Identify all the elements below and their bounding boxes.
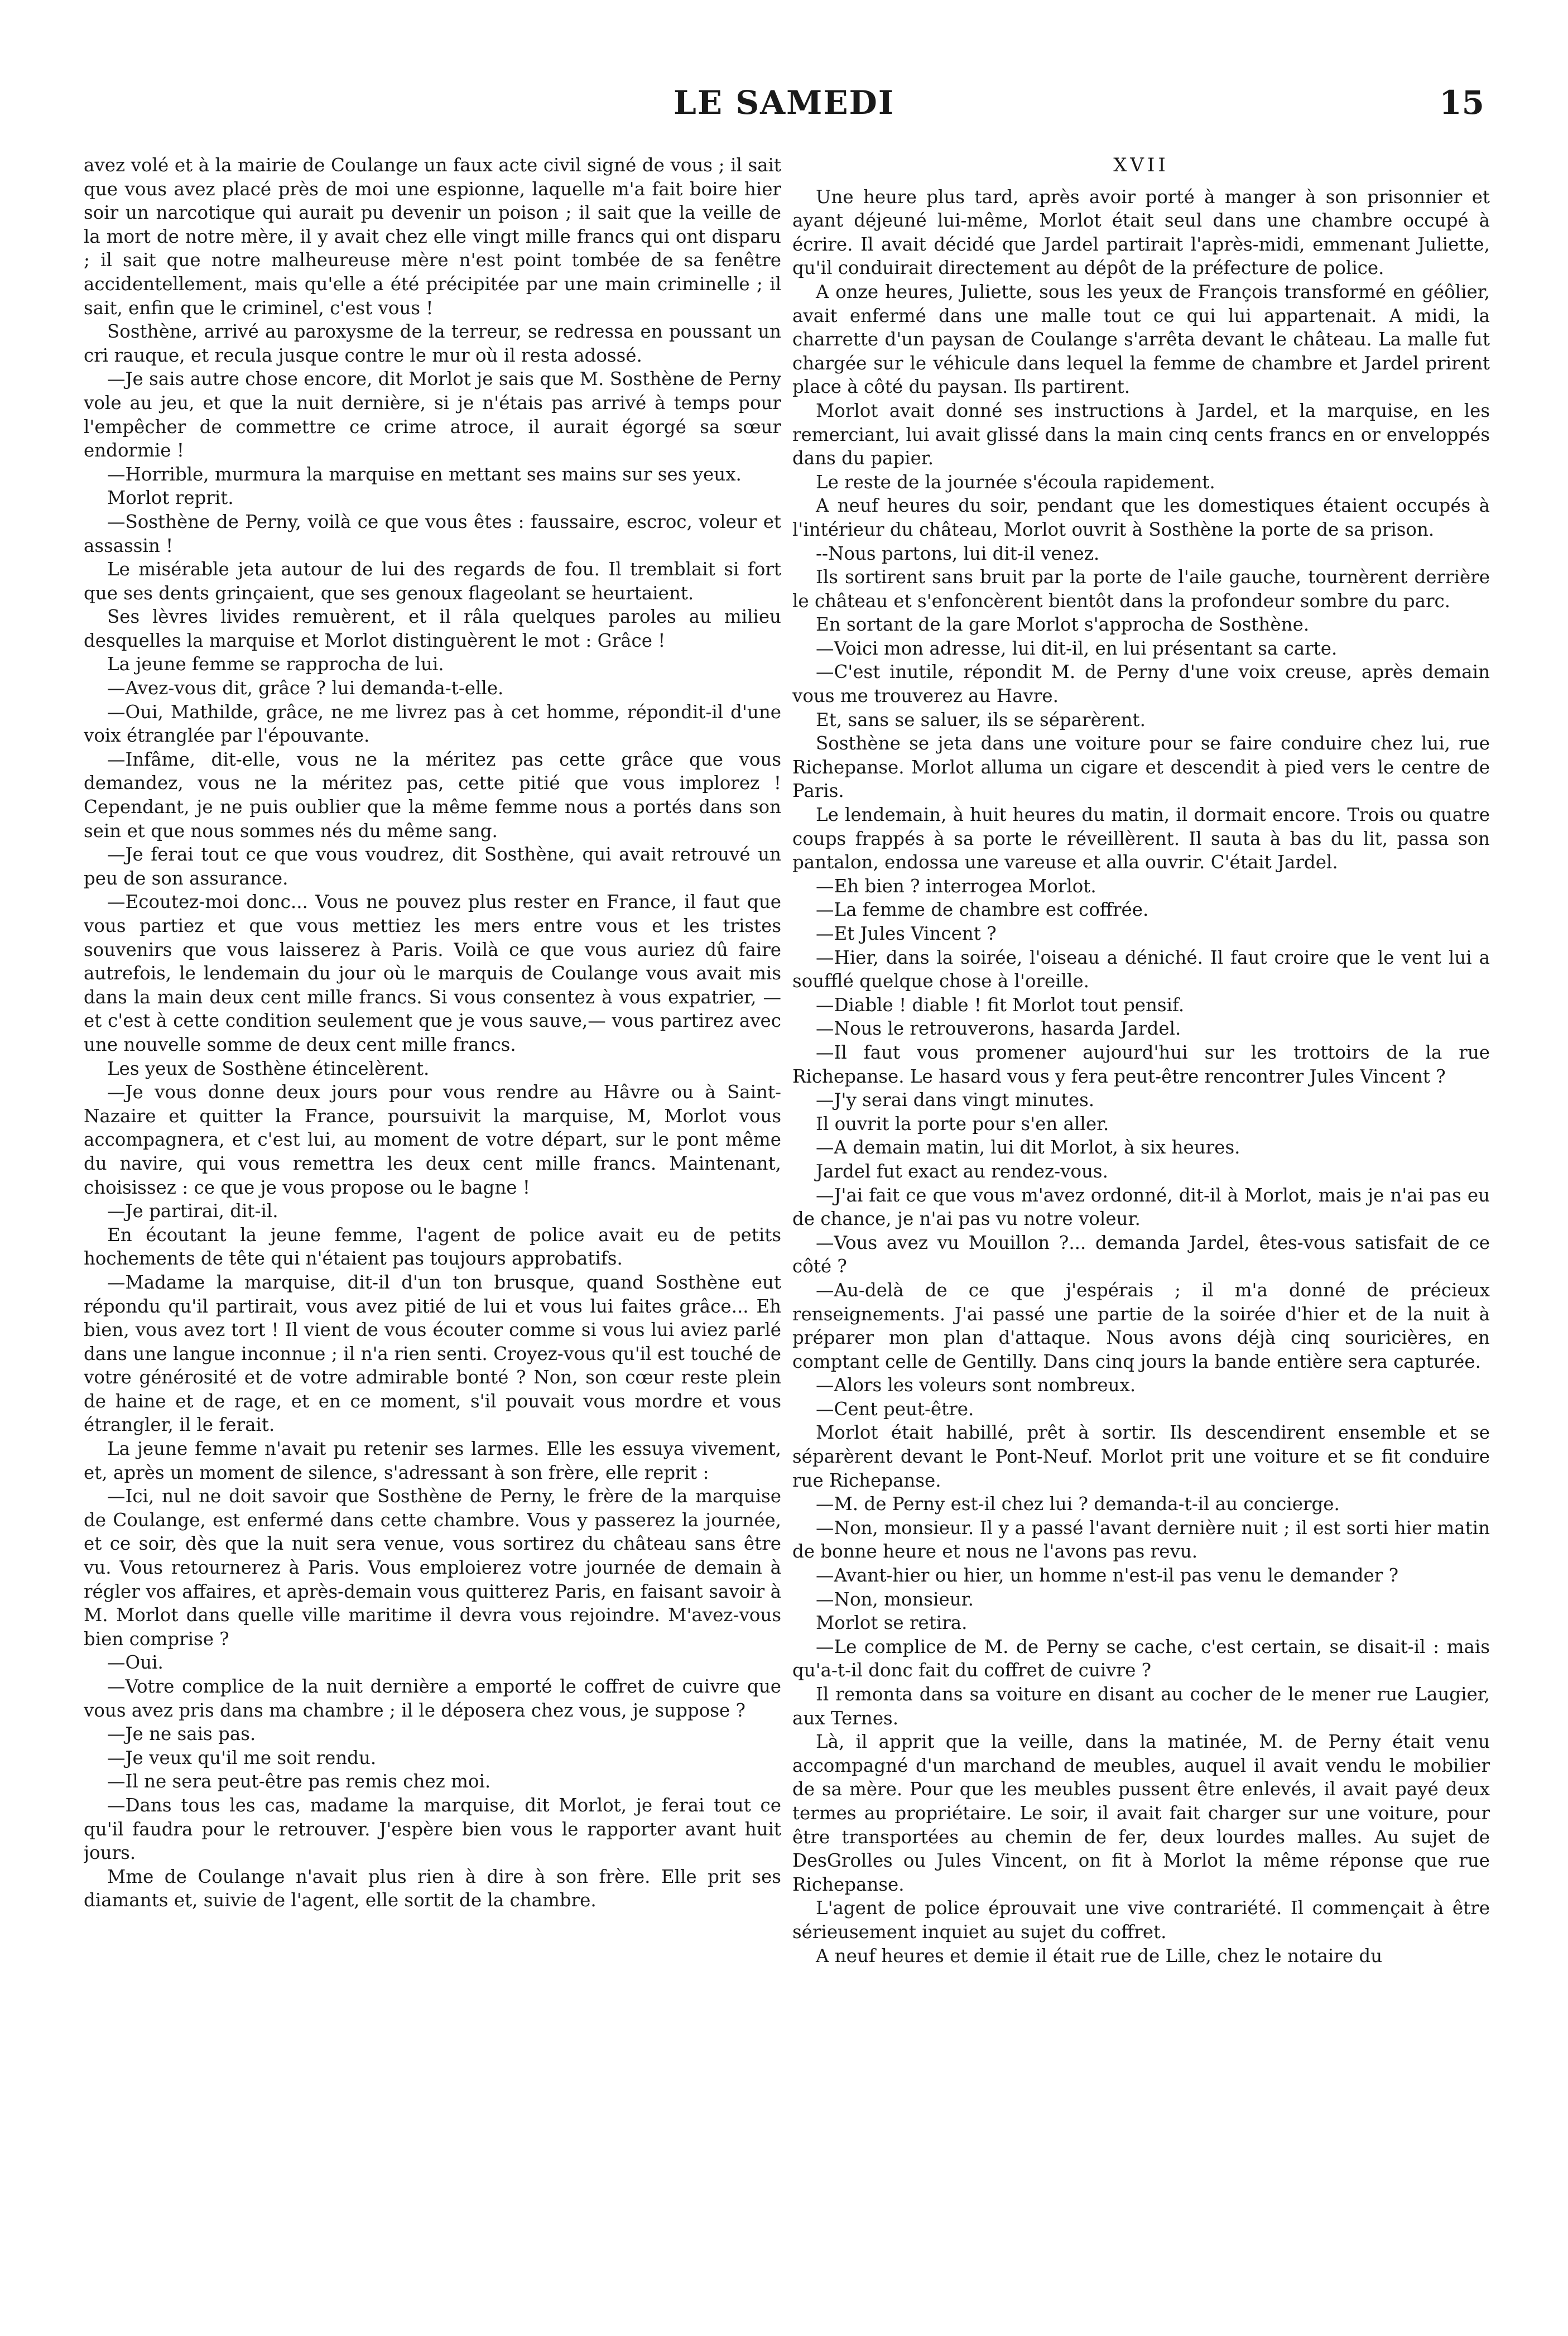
paragraph: —Infâme, dit-elle, vous ne la méritez pas cette grâce que vous demandez, vous ne la méritez pas, cette pitié que vous implorez ! Cependant, je ne puis oublier que la même femme nous a portés dans son sein et que nous sommes nés du même sang. [84, 748, 781, 842]
paragraph: —Nous le retrouverons, hasarda Jardel. [816, 1018, 1181, 1040]
paragraph: —Vous avez vu Mouillon ?... demanda Jardel, êtes-vous satisfait de ce côté ? [792, 1232, 1490, 1277]
left-column [84, 153, 781, 2263]
paragraph: —J'y serai dans vingt minutes. [816, 1089, 1095, 1111]
paragraph: —Eh bien ? interrogea Morlot. [816, 875, 1096, 897]
paragraph: —Diable ! diable ! fit Morlot tout pensif. [816, 994, 1185, 1016]
newspaper-title: LE SAMEDI [674, 84, 894, 122]
paragraph: Le lendemain, à huit heures du matin, il dormait encore. Trois ou quatre coups frappés à sa porte le réveillèrent. Il sauta à bas du lit, passa son pantalon, endossa une vareuse et alla ouvrir. C'était Jardel. [792, 804, 1490, 873]
paragraph: —Ici, nul ne doit savoir que Sosthène de Perny, le frère de la marquise de Coulange, est enfermé dans cette chambre. Vous y passerez la journée, et ce soir, dès que la nuit sera venue, vous sortirez du château sans être vu. Vous retournerez à Paris. Vous emploierez votre journée de demain à régler vos affaires, et après-demain vous quitterez Paris, en faisant savoir à M. Morlot dans quelle ville maritime il devra vous rejoindre. M'avez-vous bien comprise ? [84, 1486, 781, 1650]
page-header [84, 84, 1484, 128]
paragraph: —Hier, dans la soirée, l'oiseau a déniché. Il faut croire que le vent lui a soufflé quelque chose à l'oreille. [792, 946, 1490, 992]
paragraph: —Oui, Mathilde, grâce, ne me livrez pas à cet homme, répondit-il d'une voix étranglée par l'épouvante. [84, 701, 781, 747]
paragraph: —Dans tous les cas, madame la marquise, dit Morlot, je ferai tout ce qu'il faudra pour le retrouver. J'espère bien vous le rapporter avant huit jours. [84, 1794, 781, 1864]
chapter-heading: XVII [1113, 154, 1169, 176]
paragraph: avez volé et à la mairie de Coulange un faux acte civil signé de vous ; il sait que vous avez placé près de moi une espionne, laquelle m'a fait boire hier soir un narcotique qui aurait pu devenir un poison ; il sait que la veille de la mort de notre mère, il y avait chez elle vingt mille francs qui ont disparu ; il sait que notre malheureuse mère n'est point tombée de sa fenêtre accidentellement, mais qu'elle a été précipitée par une main criminelle ; il sait, enfin que le criminel, c'est vous ! [84, 155, 781, 319]
paragraph: —Je ferai tout ce que vous voudrez, dit Sosthène, qui avait retrouvé un peu de son assurance. [84, 844, 781, 889]
paragraph: Et, sans se saluer, ils se séparèrent. [816, 709, 1146, 730]
paragraph: Morlot était habillé, prêt à sortir. Ils descendirent ensemble et se séparèrent devant le Pont-Neuf. Morlot prit une voiture et se fit conduire rue Richepanse. [792, 1422, 1490, 1491]
paragraph: —La femme de chambre est coffrée. [816, 899, 1149, 921]
paragraph: —Horrible, murmura la marquise en mettant ses mains sur ses yeux. [107, 463, 742, 485]
paragraph: —J'ai fait ce que vous m'avez ordonné, dit-il à Morlot, mais je n'ai pas eu de chance, je n'ai pas vu notre voleur. [792, 1184, 1490, 1230]
paragraph: —Le complice de M. de Perny se cache, c'est certain, se disait-il : mais qu'a-t-il donc fait du coffret de cuivre ? [792, 1636, 1490, 1681]
paragraph: —A demain matin, lui dit Morlot, à six heures. [816, 1137, 1240, 1159]
paragraph: —Ecoutez-moi donc... Vous ne pouvez plus rester en France, il faut que vous partiez et que vous mettiez les mers entre vous et les tristes souvenirs que vous laisserez à Paris. Voilà ce que vous auriez dû faire autrefois, le lendemain du jour où le marquis de Coulange vous avait mis dans la main deux cent mille francs. Si vous consentez à vous expatrier, — et c'est à cette condition seulement que je vous sauve,— vous partirez avec une nouvelle somme de deux cent mille francs. [84, 891, 781, 1055]
paragraph: A neuf heures du soir, pendant que les domestiques étaient occupés à l'intérieur du château, Morlot ouvrit à Sosthène la porte de sa prison. [792, 495, 1490, 540]
paragraph: —Oui. [107, 1652, 163, 1674]
paragraph: Sosthène, arrivé au paroxysme de la terreur, se redressa en poussant un cri rauque, et recula jusque contre le mur où il resta adossé. [84, 321, 781, 366]
paragraph: Ils sortirent sans bruit par la porte de l'aile gauche, tournèrent derrière le château et s'enfoncèrent bientôt dans la profondeur sombre du parc. [792, 566, 1490, 612]
paragraph: —Non, monsieur. Il y a passé l'avant dernière nuit ; il est sorti hier matin de bonne heure et nous ne l'avons pas revu. [792, 1517, 1490, 1563]
paragraph: Sosthène se jeta dans une voiture pour se faire conduire chez lui, rue Richepanse. Morlot alluma un cigare et descendit à pied vers le centre de Paris. [792, 733, 1490, 802]
paragraph: Les yeux de Sosthène étincelèrent. [107, 1058, 430, 1079]
paragraph: —C'est inutile, répondit M. de Perny d'une voix creuse, après demain vous me trouverez au Havre. [792, 661, 1490, 707]
paragraph: —Je sais autre chose encore, dit Morlot je sais que M. Sosthène de Perny vole au jeu, et que la nuit dernière, si je n'étais pas arrivé à temps pour l'empêcher de commettre ce crime atroce, il aurait égorgé sa sœur endormie ! [84, 368, 781, 462]
paragraph: —Avant-hier ou hier, un homme n'est-il pas venu le demander ? [816, 1565, 1399, 1587]
paragraph: —M. de Perny est-il chez lui ? demanda-t-il au concierge. [816, 1493, 1340, 1515]
paragraph: Il remonta dans sa voiture en disant au cocher de le mener rue Laugier, aux Ternes. [792, 1684, 1490, 1729]
paragraph: Ses lèvres livides remuèrent, et il râla quelques paroles au milieu desquelles la marquise et Morlot distinguèrent le mot : Grâce ! [84, 606, 781, 651]
paragraph: Là, il apprit que la veille, dans la matinée, M. de Perny était venu accompagné d'un marchand de meubles, auquel il avait vendu le mobilier de sa mère. Pour que les meubles pussent être enlevés, il avait payé deux termes au propriétaire. Le soir, il avait fait charger sur une voiture, pour être transportées au chemin de fer, deux lourdes malles. Au sujet de DesGrolles ou Jules Vincent, on fit à Morlot la même réponse que rue Richepanse. [792, 1731, 1490, 1895]
paragraph: —Avez-vous dit, grâce ? lui demanda-t-elle. [107, 677, 504, 699]
paragraph: En écoutant la jeune femme, l'agent de police avait eu de petits hochements de tête qui n'étaient pas toujours approbatifs. [84, 1224, 781, 1270]
paragraph: L'agent de police éprouvait une vive contrariété. Il commençait à être sérieusement inquiet au sujet du coffret. [792, 1897, 1490, 1943]
paragraph: Jardel fut exact au rendez-vous. [816, 1160, 1108, 1182]
paragraph: —Au-delà de ce que j'espérais ; il m'a donné de précieux renseignements. J'ai passé une partie de la soirée d'hier et de la nuit à préparer mon plan d'attaque. Nous avons déjà cinq souricières, en comptant celle de Gentilly. Dans cinq jours la bande entière sera capturée. [792, 1279, 1490, 1372]
paragraph: Une heure plus tard, après avoir porté à manger à son prisonnier et ayant déjeuné lui-même, Morlot était seul dans une chambre occupé à écrire. Il avait décidé que Jardel partirait l'après-midi, emmenant Juliette, qu'il conduirait directement au dépôt de la préfecture de police. [792, 186, 1490, 279]
paragraph: —Je veux qu'il me soit rendu. [107, 1747, 377, 1768]
paragraph: —Alors les voleurs sont nombreux. [816, 1374, 1136, 1396]
paragraph: —Je vous donne deux jours pour vous rendre au Hâvre ou à Saint-Nazaire et quitter la France, poursuivit la marquise, M, Morlot vous accompagnera, et c'est lui, au moment de votre départ, sur le pont même du navire, qui vous remettra les deux cent mille francs. Maintenant, choisissez : ce que je vous propose ou le bagne ! [84, 1082, 781, 1198]
paragraph: —Madame la marquise, dit-il d'un ton brusque, quand Sosthène eut répondu qu'il partirait, vous avez pitié de lui et vous lui faites grâce... Eh bien, vous avez tort ! Il vient de vous écouter comme si vous lui aviez parlé dans une langue inconnue ; il n'a rien senti. Croyez-vous qu'il est touché de votre générosité et de votre admirable bonté ? Non, son cœur reste plein de haine et de rage, et en ce moment, s'il pouvait vous mordre et vous étrangler, il le ferait. [84, 1271, 781, 1436]
paragraph: Morlot se retira. [816, 1612, 968, 1634]
paragraph: Morlot avait donné ses instructions à Jardel, et la marquise, en les remerciant, lui avait glissé dans la main cinq cents francs en or enveloppés dans du papier. [792, 400, 1490, 469]
paragraph: Il ouvrit la porte pour s'en aller. [816, 1113, 1109, 1135]
page-number: 15 [1439, 84, 1484, 122]
paragraph: Mme de Coulange n'avait plus rien à dire à son frère. Elle prit ses diamants et, suivie de l'agent, elle sortit de la chambre. [84, 1866, 781, 1911]
paragraph: —Voici mon adresse, lui dit-il, en lui présentant sa carte. [816, 637, 1338, 659]
right-column [792, 153, 1490, 2263]
paragraph: —Il faut vous promener aujourd'hui sur les trottoirs de la rue Richepanse. Le hasard vous y fera peut-être rencontrer Jules Vincent ? [792, 1041, 1490, 1087]
paragraph: —Sosthène de Perny, voilà ce que vous êtes : faussaire, escroc, voleur et assassin ! [84, 511, 781, 556]
paragraph: La jeune femme n'avait pu retenir ses larmes. Elle les essuya vivement, et, après un moment de silence, s'adressant à son frère, elle reprit : [84, 1438, 781, 1483]
paragraph: —Il ne sera peut-être pas remis chez moi. [107, 1771, 491, 1792]
paragraph: A neuf heures et demie il était rue de Lille, chez le notaire du [816, 1945, 1383, 1967]
paragraph: —Non, monsieur. [816, 1588, 974, 1610]
paragraph: —Cent peut-être. [816, 1398, 974, 1420]
paragraph: —Votre complice de la nuit dernière a emporté le coffret de cuivre que vous avez pris dans ma chambre ; il le déposera chez vous, je suppose ? [84, 1676, 781, 1721]
paragraph: Morlot reprit. [107, 487, 234, 509]
paragraph: Le misérable jeta autour de lui des regards de fou. Il tremblait si fort que ses dents grinçaient, que ses genoux flageolant se heurtaient. [84, 559, 781, 604]
paragraph: La jeune femme se rapprocha de lui. [107, 653, 444, 675]
paragraph: —Je partirai, dit-il. [107, 1200, 278, 1222]
paragraph: —Je ne sais pas. [107, 1723, 256, 1745]
paragraph: —Et Jules Vincent ? [816, 923, 997, 944]
paragraph: A onze heures, Juliette, sous les yeux de François transformé en géôlier, avait enfermé dans une malle tout ce qui lui appartenait. A midi, la charrette d'un paysan de Coulange s'arrêta devant le château. La malle fut chargée sur le véhicule dans lequel la femme de chambre et Jardel prirent place à côté du paysan. Ils partirent. [792, 281, 1490, 398]
paragraph: Le reste de la journée s'écoula rapidement. [816, 471, 1215, 493]
paragraph: --Nous partons, lui dit-il venez. [816, 542, 1100, 564]
paragraph: En sortant de la gare Morlot s'approcha de Sosthène. [816, 614, 1310, 636]
